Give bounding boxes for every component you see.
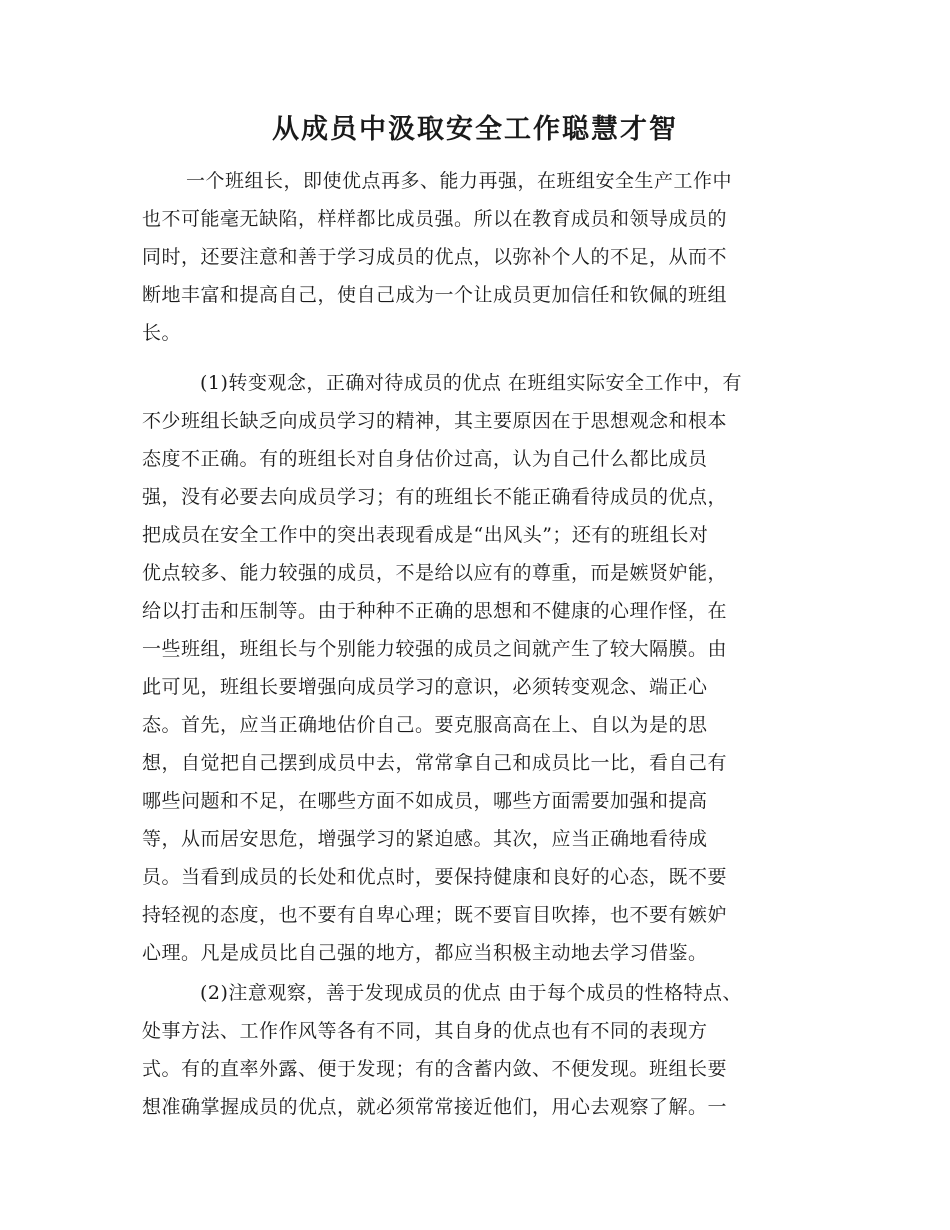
paragraph-section-2 xyxy=(142,974,810,1126)
text-line: 处事方法、工作作风等各有不同，其自身的优点也有不同的表现方 xyxy=(142,1020,708,1042)
text-line: 一些班组，班组长与个别能力较强的成员之间就产生了较大隔膜。由 xyxy=(142,638,728,660)
text-line: 态。首先，应当正确地估价自己。要克服高高在上、自以为是的思 xyxy=(142,714,708,736)
text-line: (2)注意观察，善于发现成员的优点 由于每个成员的性格特点、 xyxy=(200,982,742,1004)
text-line: 员。当看到成员的长处和优点时，要保持健康和良好的心态，既不要 xyxy=(142,866,728,888)
text-line: 哪些问题和不足，在哪些方面不如成员，哪些方面需要加强和提高 xyxy=(142,790,708,812)
text-line: 优点较多、能力较强的成员，不是给以应有的尊重，而是嫉贤妒能， xyxy=(142,562,728,584)
text-line: 长。 xyxy=(142,322,182,344)
document-title: 从成员中汲取安全工作聪慧才智 xyxy=(272,114,678,145)
text-line: 也不可能毫无缺陷，样样都比成员强。所以在教育成员和领导成员的 xyxy=(142,208,728,230)
text-line: 等，从而居安思危，增强学习的紧迫感。其次，应当正确地看待成 xyxy=(142,828,708,850)
paragraph-section-1 xyxy=(142,364,810,972)
text-line: 式。有的直率外露、便于发现；有的含蓄内敛、不便发现。班组长要 xyxy=(142,1058,728,1080)
paragraph-intro xyxy=(142,162,810,352)
text-line: 此可见，班组长要增强向成员学习的意识，必须转变观念、端正心 xyxy=(142,676,708,698)
text-line: 不少班组长缺乏向成员学习的精神，其主要原因在于思想观念和根本 xyxy=(142,410,728,432)
text-line: 给以打击和压制等。由于种种不正确的思想和不健康的心理作怪，在 xyxy=(142,600,728,622)
text-line: 同时，还要注意和善于学习成员的优点，以弥补个人的不足，从而不 xyxy=(142,246,728,268)
text-line: 想准确掌握成员的优点，就必须常常接近他们，用心去观察了解。一 xyxy=(142,1096,728,1118)
text-line: (1)转变观念，正确对待成员的优点 在班组实际安全工作中，有 xyxy=(200,372,742,394)
text-line: 一个班组长，即使优点再多、能力再强，在班组安全生产工作中 xyxy=(186,170,733,192)
text-line: 心理。凡是成员比自己强的地方，都应当积极主动地去学习借鉴。 xyxy=(142,942,708,964)
text-line: 把成员在安全工作中的突出表现看成是“出风头”；还有的班组长对 xyxy=(142,524,709,546)
text-line: 持轻视的态度，也不要有自卑心理；既不要盲目吹捧，也不要有嫉妒 xyxy=(142,904,728,926)
text-line: 想，自觉把自己摆到成员中去，常常拿自己和成员比一比，看自己有 xyxy=(142,752,728,774)
text-line: 态度不正确。有的班组长对自身估价过高，认为自己什么都比成员 xyxy=(142,448,708,470)
text-line: 断地丰富和提高自己，使自己成为一个让成员更加信任和钦佩的班组 xyxy=(142,284,728,306)
text-line: 强，没有必要去向成员学习；有的班组长不能正确看待成员的优点， xyxy=(142,486,728,508)
